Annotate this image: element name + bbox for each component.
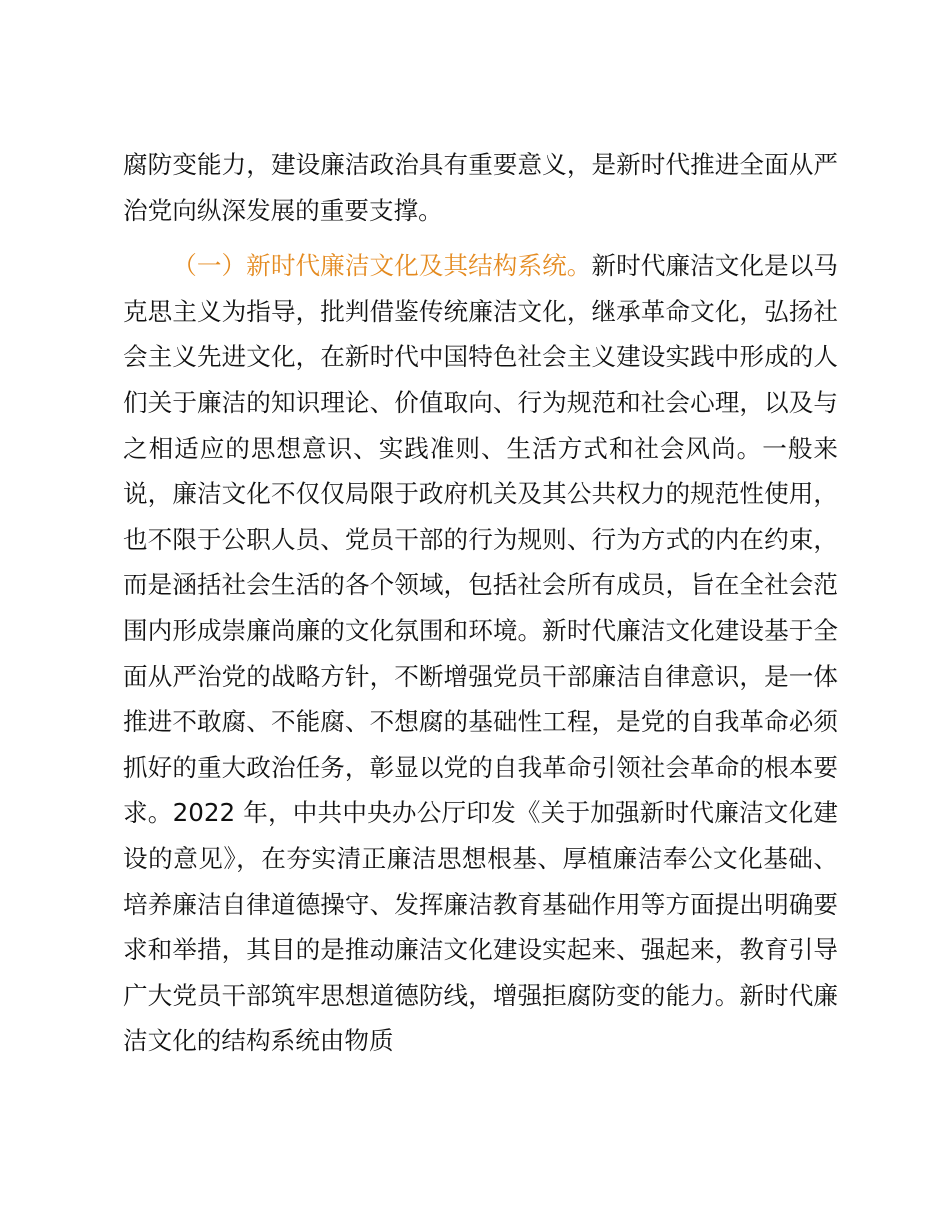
section-heading: （一）新时代廉洁文化及其结构系统。	[172, 251, 592, 281]
document-body	[123, 142, 838, 1064]
paragraph-text: 新时代廉洁文化是以马克思主义为指导，批判借鉴传统廉洁文化，继承革命文化，弘扬社会主义先进文化，在新时代中国特色社会主义建设实践中形成的人们关于廉洁的知识理论、价值取向、行为规范和社会心理，以及与之相适应的思想意识、实践准则、生活方式和社会风尚。一般来说，廉洁文化不仅仅局限于政府机关及其公共权力的规范性使用，也不限于公职人员、党员干部的行为规则、行为方式的内在约束，而是涵括社会生活的各个领域，包括社会所有成员，旨在全社会范围内形成崇廉尚廉的文化氛围和环境。新时代廉洁文化建设基于全面从严治党的战略方针，不断增强党员干部廉洁自律意识，是一体推进不敢腐、不能腐、不想腐的基础性工程，是党的自我革命必须抓好的重大政治任务，彰显以党的自我革命引领社会革命的根本要求。2022 年，中共中央办公厅印发《关于加强新时代廉洁文化建设的意见》，在夯实清正廉洁思想根基、厚植廉洁奉公文化基础、培养廉洁自律道德操守、发挥廉洁教育基础作用等方面提出明确要求和举措，其目的是推动廉洁文化建设实起来、强起来，教育引导广大党员干部筑牢思想道德防线，增强拒腐防变的能力。新时代廉洁文化的结构系统由物质	[123, 251, 838, 1056]
paragraph-section-one	[123, 243, 838, 1064]
paragraph-continuation	[123, 142, 838, 233]
paragraph-text: 腐防变能力，建设廉洁政治具有重要意义，是新时代推进全面从严治党向纵深发展的重要支撑。	[123, 150, 838, 225]
